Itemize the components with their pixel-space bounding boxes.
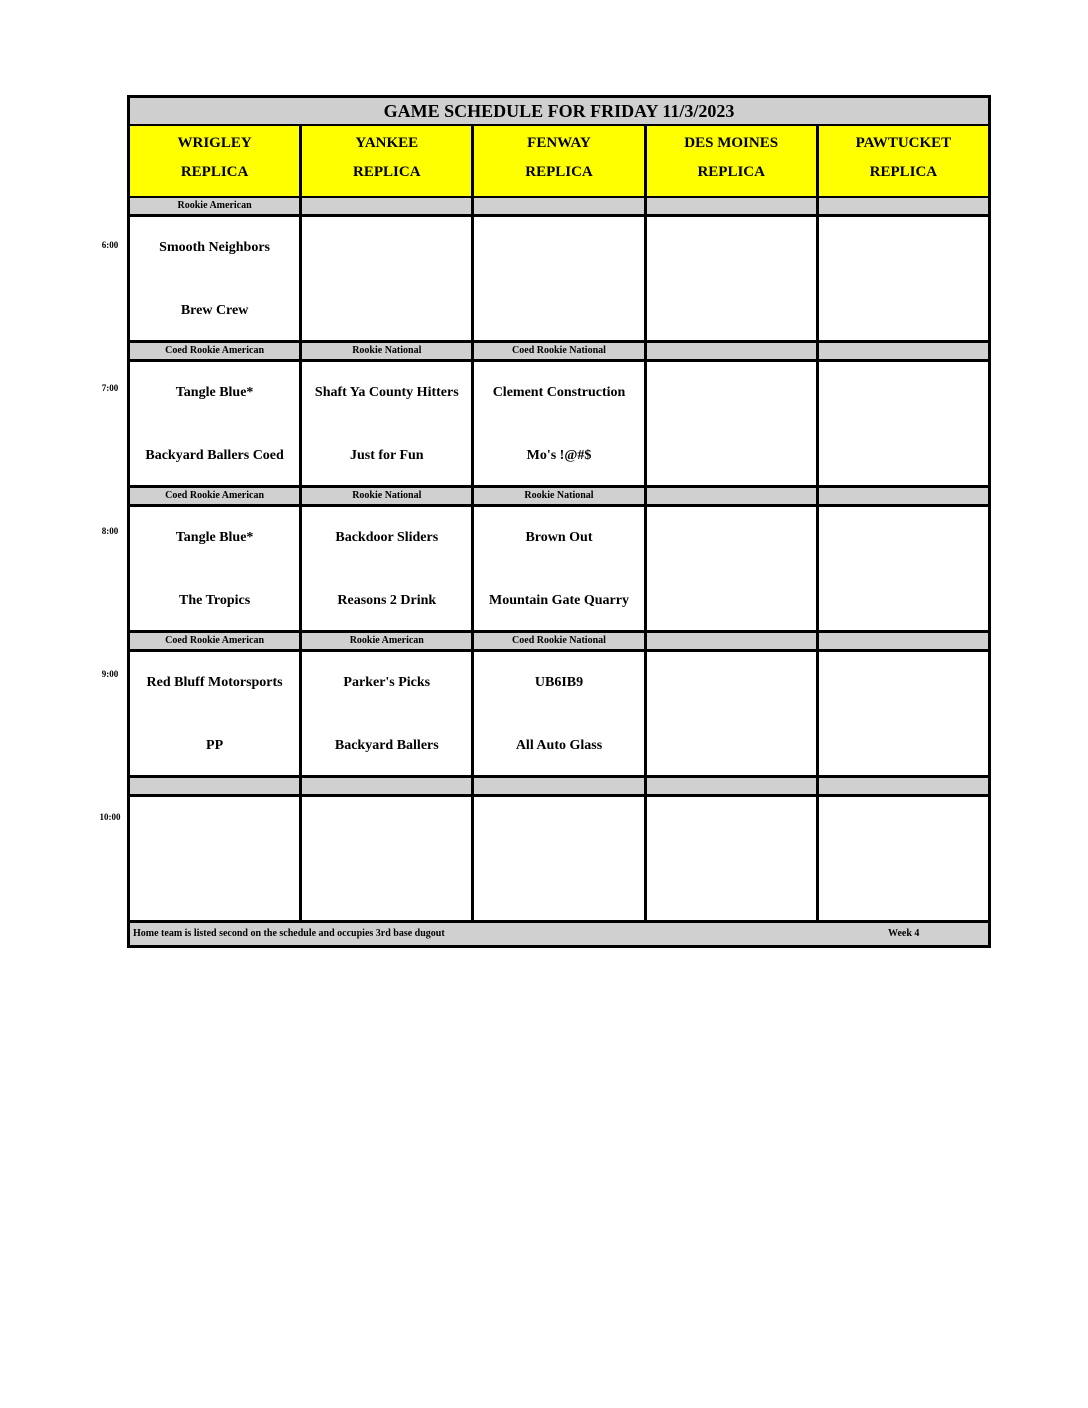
time-label: 6:00 <box>101 240 119 250</box>
game-cell <box>474 507 643 630</box>
home-team: Brew Crew <box>180 303 249 318</box>
game-cell <box>302 507 471 630</box>
game-row <box>130 362 988 485</box>
division-label <box>647 488 816 504</box>
schedule-title: GAME SCHEDULE FOR FRIDAY 11/3/2023 <box>130 98 988 126</box>
game-cell <box>647 652 816 775</box>
division-label: Coed Rookie American <box>130 633 299 649</box>
game-cell <box>647 362 816 485</box>
division-label: Coed Rookie American <box>130 488 299 504</box>
game-row <box>130 652 988 775</box>
division-row <box>130 488 988 504</box>
division-label <box>130 778 299 794</box>
away-team: UB6IB9 <box>534 675 584 690</box>
game-row <box>130 797 988 920</box>
game-cell <box>474 217 643 340</box>
field-header-wrigley <box>130 126 299 196</box>
away-team: Tangle Blue* <box>175 530 254 545</box>
field-header-fenway <box>474 126 643 196</box>
division-label: Rookie National <box>302 488 471 504</box>
division-label: Rookie National <box>302 343 471 359</box>
away-team: Backdoor Sliders <box>335 530 439 545</box>
division-label: Coed Rookie American <box>130 343 299 359</box>
field-sub: REPLICA <box>180 164 249 180</box>
time-label: 9:00 <box>101 669 119 679</box>
away-team: Brown Out <box>525 530 593 545</box>
time-label: 8:00 <box>101 526 119 536</box>
game-cell <box>474 797 643 920</box>
division-label: Rookie National <box>474 488 643 504</box>
time-label: 10:00 <box>99 812 121 822</box>
field-name: FENWAY <box>527 135 591 151</box>
game-cell <box>474 652 643 775</box>
game-cell <box>647 797 816 920</box>
division-label <box>474 198 643 214</box>
home-team: Mo's !@#$ <box>526 448 592 463</box>
game-cell <box>819 507 988 630</box>
game-cell <box>647 507 816 630</box>
game-cell <box>302 217 471 340</box>
field-name: PAWTUCKET <box>855 135 952 151</box>
away-team: Parker's Picks <box>343 675 431 690</box>
field-name: YANKEE <box>355 135 419 151</box>
division-label: Coed Rookie National <box>474 633 643 649</box>
division-row <box>130 343 988 359</box>
field-sub: REPLICA <box>869 164 938 180</box>
away-team: Red Bluff Motorsports <box>146 675 283 690</box>
home-team: Just for Fun <box>349 448 424 463</box>
division-label <box>302 778 471 794</box>
game-cell <box>474 362 643 485</box>
division-label <box>819 343 988 359</box>
division-label <box>647 633 816 649</box>
game-cell <box>130 797 299 920</box>
game-cell <box>130 217 299 340</box>
field-header-pawtucket <box>819 126 988 196</box>
division-label <box>647 343 816 359</box>
game-cell <box>302 362 471 485</box>
home-team: Mountain Gate Quarry <box>488 593 629 608</box>
field-sub: REPLICA <box>353 164 421 180</box>
home-team: The Tropics <box>179 593 251 608</box>
game-cell <box>302 797 471 920</box>
footer-note: Home team is listed second on the schedule and occupies 3rd base dugout <box>133 928 445 939</box>
game-row <box>130 507 988 630</box>
home-team: PP <box>206 738 224 753</box>
home-team: All Auto Glass <box>515 738 603 753</box>
division-label <box>819 633 988 649</box>
time-label: 7:00 <box>101 383 119 393</box>
game-cell <box>130 652 299 775</box>
game-cell <box>819 652 988 775</box>
division-row <box>130 778 988 794</box>
schedule-table <box>127 95 991 948</box>
away-team: Shaft Ya County Hitters <box>314 385 459 400</box>
division-label <box>647 198 816 214</box>
home-team: Backyard Ballers <box>334 738 439 753</box>
division-label <box>474 778 643 794</box>
game-row <box>130 217 988 340</box>
field-sub: REPLICA <box>525 164 593 180</box>
division-label <box>302 198 471 214</box>
field-header-yankee <box>302 126 471 196</box>
division-row <box>130 198 988 214</box>
game-cell <box>819 362 988 485</box>
division-label <box>647 778 816 794</box>
field-sub: REPLICA <box>697 164 765 180</box>
field-header-row <box>130 126 988 196</box>
game-cell <box>647 217 816 340</box>
field-header-des-moines <box>647 126 816 196</box>
away-team: Tangle Blue* <box>175 385 254 400</box>
away-team: Smooth Neighbors <box>159 240 271 255</box>
game-cell <box>302 652 471 775</box>
home-team: Reasons 2 Drink <box>337 593 437 608</box>
division-label: Rookie American <box>130 198 299 214</box>
game-cell <box>130 507 299 630</box>
division-label: Rookie American <box>302 633 471 649</box>
division-row <box>130 633 988 649</box>
game-cell <box>819 797 988 920</box>
footer-bar <box>130 923 988 945</box>
game-cell <box>819 217 988 340</box>
week-label: Week 4 <box>888 928 920 939</box>
away-team: Clement Construction <box>492 385 626 400</box>
game-cell <box>130 362 299 485</box>
home-team: Backyard Ballers Coed <box>145 448 284 463</box>
division-label <box>819 198 988 214</box>
division-label: Coed Rookie National <box>474 343 643 359</box>
field-name: WRIGLEY <box>177 135 252 151</box>
field-name: DES MOINES <box>684 135 779 151</box>
division-label <box>819 778 988 794</box>
division-label <box>819 488 988 504</box>
